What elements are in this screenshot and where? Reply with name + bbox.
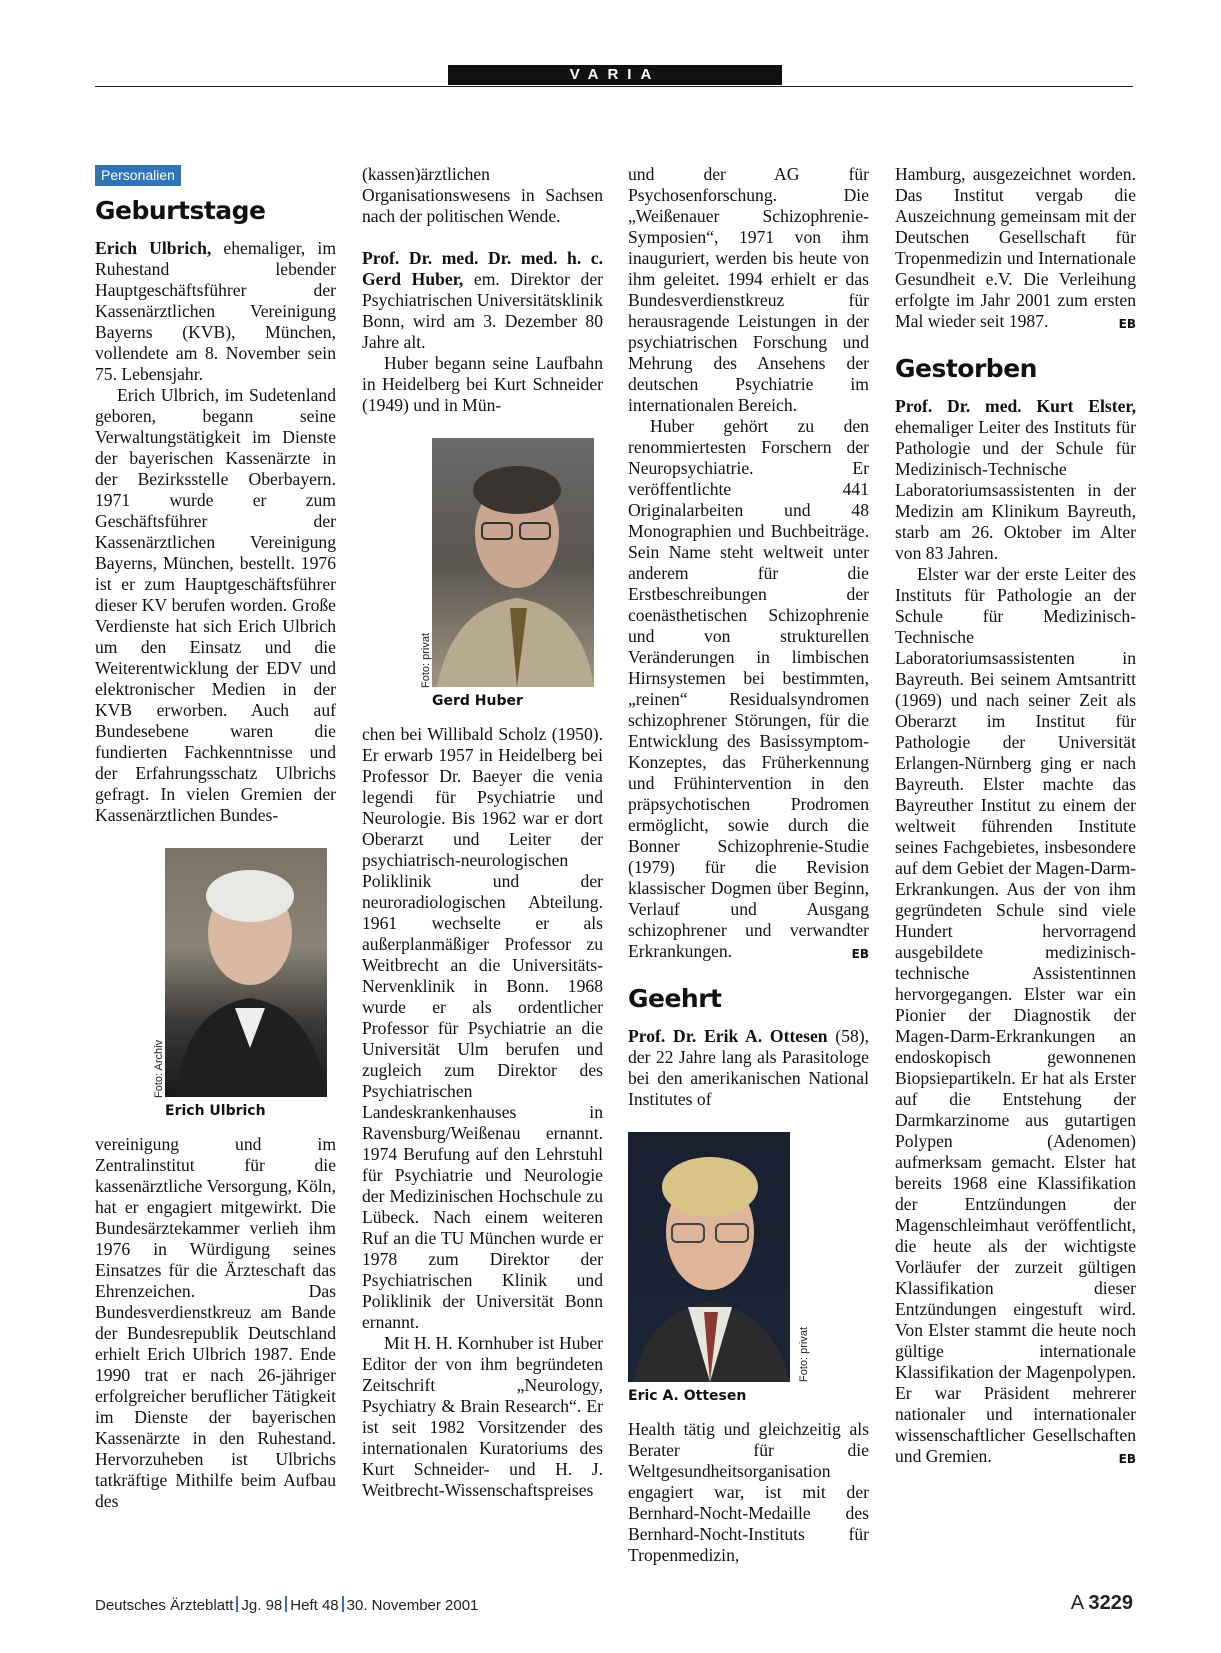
person-name: Prof. Dr. med. Kurt Elster, [895, 396, 1136, 416]
photo-figure [153, 848, 336, 1122]
paragraph: Prof. Dr. med. Kurt Elster, ehemaliger Leiter des Instituts für Pathologie und der Schule für Medizinisch-Technische Laboratoriumsassistenten in der Medizin am Klinikum Bayreuth, starb am 26. Oktober im Alter von 83 Jahren. [895, 396, 1136, 563]
heading-gestorben: Gestorben [895, 354, 1037, 383]
photo-caption: Erich Ulbrich [165, 1103, 266, 1119]
author-signature: EB [1118, 317, 1136, 331]
portrait-photo [165, 848, 327, 1097]
paragraph: Prof. Dr. Erik A. Ottesen (58), der 22 Jahre lang als Parasitologe bei den amerikanischen National Institutes of [628, 1026, 870, 1109]
column-1 [95, 164, 336, 1512]
portrait-photo [432, 438, 594, 687]
photo-caption: Gerd Huber [432, 693, 523, 709]
page-number: A 3229 [1070, 1592, 1133, 1614]
column-2 [362, 164, 603, 1501]
paragraph: Elster war der erste Leiter des Instituts für Pathologie an der Schule für Medizinisch-Technische Laboratoriumsassistenten in Bayreuth. Bei seinem Amtsantritt (1969) und nach seiner Zeit als Oberarzt im Institut für Pathologie der Universität Erlangen-Nürnberg ging er nach Bayreuth. Elster machte das Bayreuther Institut zu einem der weltweit führenden Institute seines Fachgebietes, insbesondere auf dem Gebiet der Magen-Darm-Erkrankungen. Aus der von ihm gegründeten Schule sind viele Hundert hervorragend ausgebildete medizinisch-technische Assistentinnen hervorgegangen. Elster war ein Pionier der Diagnostik der Magen-Darm-Erkrankungen an endoskopisch gewonnenen Biopsiepartikeln. Er hat als Erster auf die Entstehung der Darmkarzinome aus gutartigen Polypen (Adenomen) aufmerksam gemacht. Elster hat bereits 1968 eine Klassifikation der Entzündungen der Magenschleimhaut veröffentlicht, die heute als der wichtigste Vorläufer der zurzeit gültigen Klassifikation dieser Entzündungen eingestuft wird. Von Elster stammt die heute noch gültige internationale Klassifikation der Magenpolypen. Er war Präsident mehrerer nationaler und internationaler wissenschaftlicher Gesellschaften und Gremien. EB [895, 564, 1136, 1467]
paragraph: chen bei Willibald Scholz (1950). Er erwarb 1957 in Heidelberg bei Professor Dr. Baeyer die venia legendi für Psychiatrie und Neurologie. Bis 1962 war er dort Oberarzt und Leiter der psychiatrisch-neurologischen Poliklinik und der neuroradiologischen Abteilung. 1961 wechselte er als außerplanmäßiger Professor zu Weitbrecht an die Universitäts-Nervenklinik in Bonn. 1968 wurde er als ordentlicher Professor für Psychiatrie an die Universität Ulm berufen und zugleich zum Direktor des Psychiatrischen Landeskrankenhauses in Ravensburg/Weißenau ernannt. 1974 Berufung auf den Lehrstuhl für Psychiatrie und Neurologie der Medizinischen Hochschule zu Lübeck. Nach einem weiteren Ruf an die TU München wurde er 1978 zum Direktor der Psychiatrischen Klinik und Poliklinik der Universität Bonn ernannt. [362, 724, 603, 1332]
person-name: Erich Ulbrich, [95, 238, 212, 258]
separator [285, 1596, 287, 1612]
header-rule [95, 65, 1133, 87]
paragraph: (kassen)ärztlichen Organisationswesens in Sachsen nach der politischen Wende. [362, 164, 603, 226]
paragraph: Huber gehört zu den renommiertesten Forschern der Neuropsychiatrie. Er veröffentlichte 441 Originalarbeiten und 48 Monographien und Buchbeiträge. Sein Name steht weltweit unter anderem für die Erstbeschreibungen der coenästhetischen Schizophrenie und von strukturellen Veränderungen in limbischen Hirnsystemen bei bestimmten, „reinen“ Residualsyndromen schizophrener Störungen, für die Entwicklung des Basissymptom-Konzeptes, das Früherkennung und Frühintervention in den präpsychotischen Prodromen ermöglicht, sowie durch die Bonner Schizophrenie-Studie (1979) für die Revision klassischer Dogmen über Beginn, Verlauf und Ausgang schizophrener und verwandter Erkrankungen. EB [628, 416, 869, 962]
photo-credit: Foto: Archiv [153, 1039, 165, 1098]
journal-name: Deutsches Ärzteblatt [95, 1597, 234, 1614]
journal-volume: Jg. 98 [241, 1597, 283, 1614]
person-name: Prof. Dr. Erik A. Ottesen [628, 1026, 828, 1046]
portrait-photo [628, 1132, 790, 1382]
portrait-silhouette [432, 438, 594, 687]
photo-credit: Foto: privat [798, 1326, 810, 1382]
photo-credit: Foto: privat [420, 632, 432, 688]
paragraph: Health tätig und gleichzeitig als Berater für die Weltgesundheitsorganisation engagiert war, ist mit der Bernhard-Nocht-Medaille des Bernhard-Nocht-Instituts für Tropenmedizin, [628, 1419, 869, 1565]
person-name: Prof. Dr. med. Dr. med. h. c. Gerd Huber, [362, 248, 603, 289]
column-4 [895, 164, 1136, 1470]
photo-figure [628, 1132, 810, 1407]
journal-issue: Heft 48 [290, 1597, 339, 1614]
section-label: VARIA [448, 65, 782, 85]
paragraph: vereinigung und im Zentralinstitut für die kassenärztliche Versorgung, Köln, hat er engagiert mitgewirkt. Die Bundesärztekammer verlieh ihm 1976 in Würdigung seines Einsatzes für die Ärzteschaft das Ehrenzeichen. Das Bundesverdienstkreuz am Bande der Bundesrepublik Deutschland erhielt Erich Ulbrich 1987. Ende 1990 trat er nach 26-jähriger erfolgreicher beruflicher Tätigkeit im Dienste der bayerischen Kassenärzte in den Ruhestand. Hervorzuheben ist Ulbrichs tatkräftige Mithilfe beim Aufbau des [95, 1134, 336, 1511]
paragraph: und der AG für Psychosenforschung. Die „Weißenauer Schizophrenie-Symposien“, 1971 von ihm inauguriert, werden bis heute von ihm geleitet. 1994 erhielt er das Bundesverdienstkreuz für herausragende Leistungen in der psychiatrischen Forschung und Mehrung des Ansehens der deutschen Psychiatrie im internationalen Bereich. [628, 164, 869, 415]
paragraph: Erich Ulbrich, ehemaliger, im Ruhestand lebender Hauptgeschäftsführer der Kassenärztlichen Vereinigung Bayerns (KVB), München, vollendete am 8. November sein 75. Lebensjahr. [95, 238, 336, 384]
heading-geburtstage: Geburtstage [95, 196, 266, 225]
paragraph: Prof. Dr. med. Dr. med. h. c. Gerd Huber, em. Direktor der Psychiatrischen Universitätsklinik Bonn, wird am 3. Dezember 80 Jahre alt. [362, 248, 603, 352]
paragraph: Mit H. H. Kornhuber ist Huber Editor der von ihm begründeten Zeitschrift „Neurology, Psychiatry & Brain Research“. Er ist seit 1982 Vorsitzender des internationalen Kuratoriums des Kurt Schneider- und H. J. Weitbrecht-Wissenschaftspreises [362, 1333, 603, 1500]
portrait-silhouette [628, 1132, 790, 1382]
paragraph: Erich Ulbrich, im Sudetenland geboren, begann seine Verwaltungstätigkeit im Dienste der bayerischen Kassenärzte in der Bezirksstelle Oberbayern. 1971 wurde er zum Geschäftsführer der Kassenärztlichen Vereinigung Bayerns, München, bestellt. 1976 ist er zum Hauptgeschäftsführer dieser KV berufen worden. Große Verdienste hat sich Erich Ulbrich um den Einsatz und die Weiterentwicklung der EDV und elektronischer Medien in der KVB erworben. Auch auf Bundesebene waren die fundierten Fachkenntnisse und der Erfahrungsschatz Ulbrichs gefragt. In vielen Gremien der Kassenärztlichen Bundes- [95, 385, 336, 825]
heading-geehrt: Geehrt [628, 984, 722, 1013]
separator [236, 1596, 238, 1612]
page-footer [95, 1592, 1133, 1614]
author-signature: EB [851, 947, 869, 961]
journal-date: 30. November 2001 [346, 1597, 479, 1614]
category-tag: Personalien [95, 165, 181, 186]
photo-caption: Eric A. Ottesen [628, 1388, 747, 1404]
author-signature: EB [1118, 1452, 1136, 1466]
portrait-silhouette [165, 848, 327, 1097]
photo-figure [420, 438, 603, 712]
column-3 [628, 164, 869, 1566]
paragraph: Huber begann seine Laufbahn in Heidelberg bei Kurt Schneider (1949) und in Mün- [362, 353, 603, 415]
separator [342, 1596, 344, 1612]
paragraph: Hamburg, ausgezeichnet worden. Das Institut vergab die Auszeichnung gemeinsam mit der Deutschen Gesellschaft für Tropenmedizin und Internationale Gesundheit e.V. Die Verleihung erfolgte im Jahr 2001 zum ersten Mal wieder seit 1987. EB [895, 164, 1136, 332]
